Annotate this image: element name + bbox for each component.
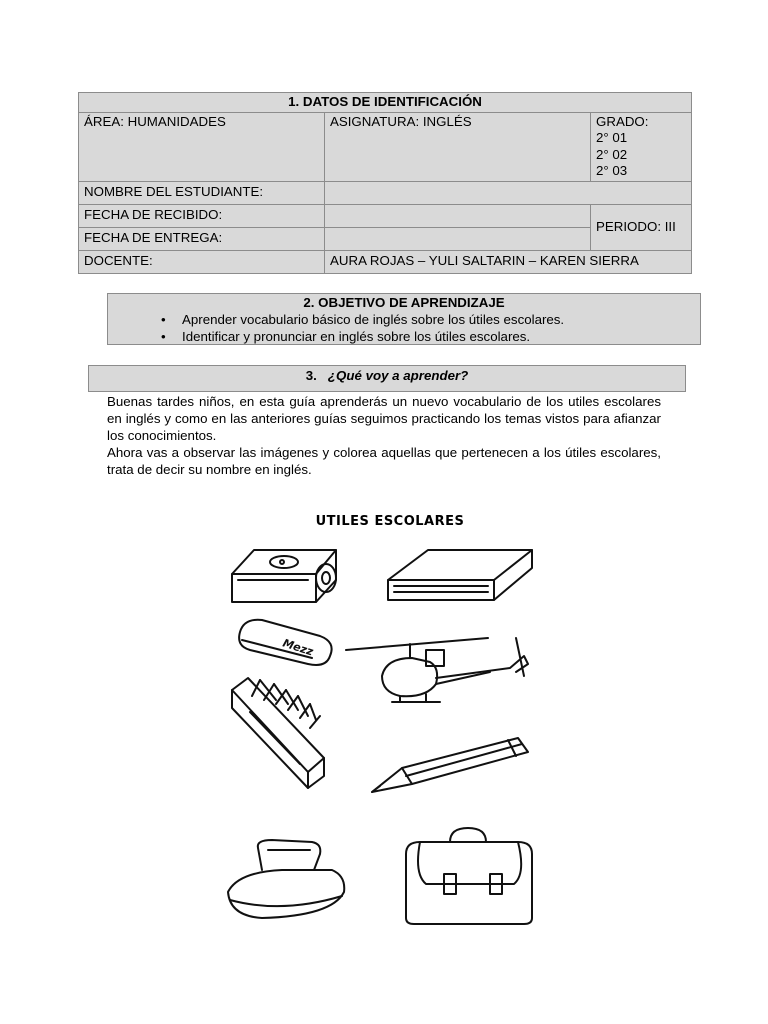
grado-cell (591, 112, 692, 181)
book-icon (382, 544, 540, 610)
sharpener-icon (224, 540, 356, 616)
section1-title: 1. DATOS DE IDENTIFICACIÓN (79, 93, 692, 113)
grado-item: 2° 01 (596, 130, 628, 145)
school-bag-icon (398, 824, 540, 930)
section3-number: 3. (305, 368, 317, 383)
grado-item: 2° 02 (596, 146, 628, 162)
helicopter-icon (340, 628, 540, 718)
eraser-text: Mezz (281, 636, 315, 659)
fecha-recibido-field (325, 204, 591, 227)
objective-box (107, 293, 701, 345)
crayons-box-icon (226, 672, 338, 790)
section3-box (88, 365, 686, 392)
objective-item: • Aprender vocabulario básico de inglés sobre los útiles escolares. (182, 311, 700, 328)
asignatura-cell: ASIGNATURA: INGLÉS (325, 112, 591, 181)
fecha-entrega-field (325, 227, 591, 250)
fecha-recibido-label: FECHA DE RECIBIDO: (79, 204, 325, 227)
grado-item: 2° 03 (596, 163, 628, 178)
nombre-field (325, 181, 692, 204)
body-paragraph: Ahora vas a observar las imágenes y colorea aquellas que pertenecen a los útiles escolares, trata de decir su nombre en inglés. (107, 445, 661, 477)
objective-item: • Identificar y pronunciar en inglés sobre los útiles escolares. (182, 328, 700, 345)
section2-title: 2. OBJETIVO DE APRENDIZAJE (303, 295, 505, 310)
nombre-label: NOMBRE DEL ESTUDIANTE: (79, 181, 325, 204)
eraser-icon (232, 612, 342, 674)
area-cell: ÁREA: HUMANIDADES (79, 112, 325, 181)
identification-table (78, 92, 692, 274)
periodo-cell: PERIODO: III (591, 204, 692, 250)
docente-label: DOCENTE: (79, 250, 325, 273)
picture-title: UTILES ESCOLARES (315, 514, 465, 529)
body-text (107, 393, 661, 478)
section3-title: ¿Qué voy a aprender? (327, 368, 469, 383)
iron-icon (222, 830, 352, 930)
objective-list (108, 311, 700, 345)
body-paragraph: Buenas tardes niños, en esta guía aprenderás un nuevo vocabulario de los utiles escolares en inglés y como en las anteriores guías seguimos practicando los temas vistos para afianzar los conocimientos. (107, 394, 661, 443)
grado-label: GRADO: (596, 113, 649, 129)
pencil-icon (366, 732, 536, 798)
fecha-entrega-label: FECHA DE ENTREGA: (79, 227, 325, 250)
docentes-value: AURA ROJAS – YULI SALTARIN – KAREN SIERRA (325, 250, 692, 273)
